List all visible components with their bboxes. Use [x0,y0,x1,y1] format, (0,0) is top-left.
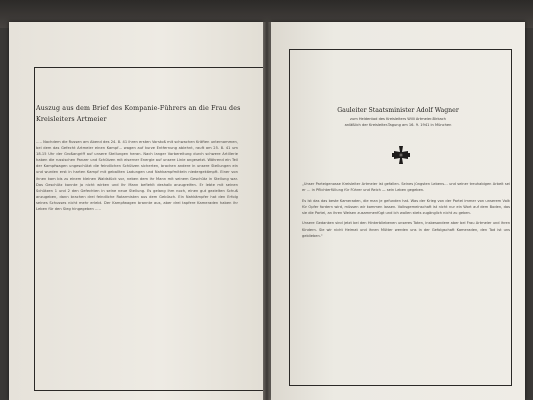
letter-text: ..... Nachdem die Russen am Abend des 24. 8. 41 ihren ersten Vorstoß mit schwachen Kräften unternommen, bei dem das Gefecht Artmeier einen Kampf… wagen auf kurze Entfernung ablehnt, rauft am 25. 8. 41 um 18.15 Uhr der Großangriff auf unsere Stellungen heran. Nach langer Vorbereitung durch schwere Artillerie haben die russischen Panzer und Schützen mit eiserner Energie auf unsere Linie angesetzt. Während ein Teil der Kampfwagen ungeschützt die feindlichen Schützen sicherten, brachen andere in unsere Stellungen ein und wurden erst in harten Kampf mit geballten Ladungen und Nahkampfmitteln niedergekämpft. Einer von ihnen kam bis zu einem kleinen Waldstück vor, neben dem ihr Mann mit seinem Geschütz in Stellung war. Das Geschütz konnte ja nicht wirken und Ihr Mann befiehlt deshalb anzugreifen. Er lebte mit seinen Schützen 1 und 2 den Gefechten in seine neue Stellung. Es gelang ihm noch, einen gut gezielten Schuß anzugeben, dann brachen drei feindliche Rotarmisten aus dem Gebüsch. Ein Nahkämpfer hat den Erfolg seines Schusses nicht mehr erlebt. Der Kampfwagen brannte aus, aber drei tapfere Kameraden haben ihr Leben für den Sieg hingegeben ..... [36,140,238,212]
page-fold [263,22,271,400]
speech-text [302,181,510,243]
iron-cross-icon [391,145,411,165]
speech-paragraph: Es ist das das beste Kameraden, die man je gefunden hat. Was der Krieg von der Partei immer von unserem Volk für Opfer fordern wird, müssen wir kommen lassen. Volksgemeinschaft ist nicht nur ein Wort auf dem Boden, das sie die Partei, an ihren Weisen zusammenfügt und ich wollen stets zugänglich nicht zu geben. [302,198,510,215]
speech-paragraph: „Unser Parteigenosse Kreisleiter Artmeier ist gefallen. Seines jüngsten Lebens… und seiner treuhabigen Arbeit sei er … in Pflichterfüllung für Führer und Reich — sein Leben gegeben. [302,182,510,193]
subtitle-line: anläßlich der Kreisleiter-Tagung am 16. 9. 1941 in München [344,122,452,127]
right-page [271,22,525,400]
subtitle-line: zum Heldentod des Kreisleiters Willi Artmeier-Birkach [350,117,446,121]
left-page-heading: Auszug aus dem Brief des Kompanie-Führers an die Frau des Kreisleiters Artmeier [36,105,241,123]
right-page-subtitle [271,117,525,129]
right-page-title: Gauleiter Staatsminister Adolf Wagner [337,107,459,114]
speech-paragraph: Unsere Gedanken sind jetzt bei den Hinterbliebenen unseres Toten, insbesondere aber bei Frau Artmeier und ihren Kindern. Sie wir nicht Heimat und ihnen Mütter werden uns in der Gefolgschaft Kameraden, den Tod ist uns geblieben." [302,221,510,238]
